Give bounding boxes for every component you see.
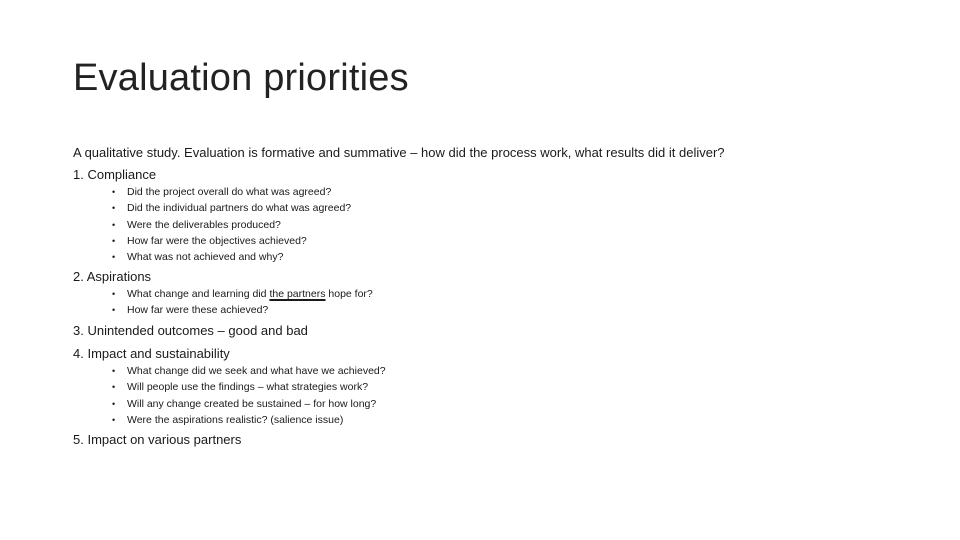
bullet-text-before: What change and learning did: [127, 288, 270, 300]
list-item: [73, 184, 351, 200]
intro-text: A qualitative study. Evaluation is formative and summative – how did the process work, what results did it deliver?: [73, 145, 725, 160]
bullet-text: Did the project overall do what was agreed?: [127, 186, 332, 198]
list-item: [73, 200, 351, 216]
list-item: [73, 363, 386, 379]
bullet-icon: •: [112, 187, 116, 197]
bullet-text: Will people use the findings – what strategies work?: [127, 381, 369, 394]
slide-title: Evaluation priorities: [73, 57, 409, 99]
section-compliance: [73, 167, 351, 265]
bullet-icon: •: [112, 235, 116, 246]
bullet-icon: •: [112, 398, 116, 409]
bullet-icon: •: [112, 305, 116, 316]
bullet-list: [73, 184, 351, 265]
list-item: [73, 379, 386, 395]
list-item: [73, 412, 386, 428]
bullet-icon: •: [112, 414, 116, 425]
bullet-icon: •: [112, 289, 116, 299]
bullet-icon: •: [112, 219, 116, 230]
bullet-list: [73, 286, 373, 319]
bullet-text: Will any change created be sustained – for how long?: [127, 397, 377, 410]
list-item: [73, 286, 373, 302]
list-item: [73, 233, 351, 249]
list-item: [73, 396, 386, 412]
bullet-text: What was not achieved and why?: [127, 251, 284, 264]
bullet-text: How far were the objectives achieved?: [127, 234, 307, 247]
bullet-text: Were the deliverables produced?: [127, 218, 281, 231]
bullet-icon: •: [112, 366, 116, 376]
bullet-icon: •: [112, 203, 116, 214]
bullet-text: Were the aspirations realistic? (salience issue): [127, 413, 344, 426]
section-unintended-outcomes: [73, 323, 308, 339]
section-aspirations: [73, 269, 373, 319]
section-impact-sustainability: [73, 346, 386, 428]
bullet-icon: •: [112, 382, 116, 393]
list-item: [73, 302, 373, 318]
section-heading: 5. Impact on various partners: [73, 432, 242, 447]
bullet-list: [73, 363, 386, 428]
bullet-text: Did the individual partners do what was agreed?: [127, 202, 352, 215]
list-item: [73, 249, 351, 265]
bullet-text: How far were these achieved?: [127, 304, 269, 317]
section-heading: 1. Compliance: [73, 167, 157, 182]
bullet-text-after: hope for?: [325, 288, 373, 300]
section-heading: 2. Aspirations: [73, 269, 152, 284]
section-heading: 3. Unintended outcomes – good and bad: [73, 323, 308, 338]
bullet-icon: •: [112, 252, 116, 263]
underlined-text: the partners: [269, 288, 326, 300]
list-item: [73, 217, 351, 233]
section-heading: 4. Impact and sustainability: [73, 346, 230, 361]
section-impact-partners: [73, 432, 241, 448]
bullet-text: What change did we seek and what have we achieved?: [127, 365, 386, 377]
